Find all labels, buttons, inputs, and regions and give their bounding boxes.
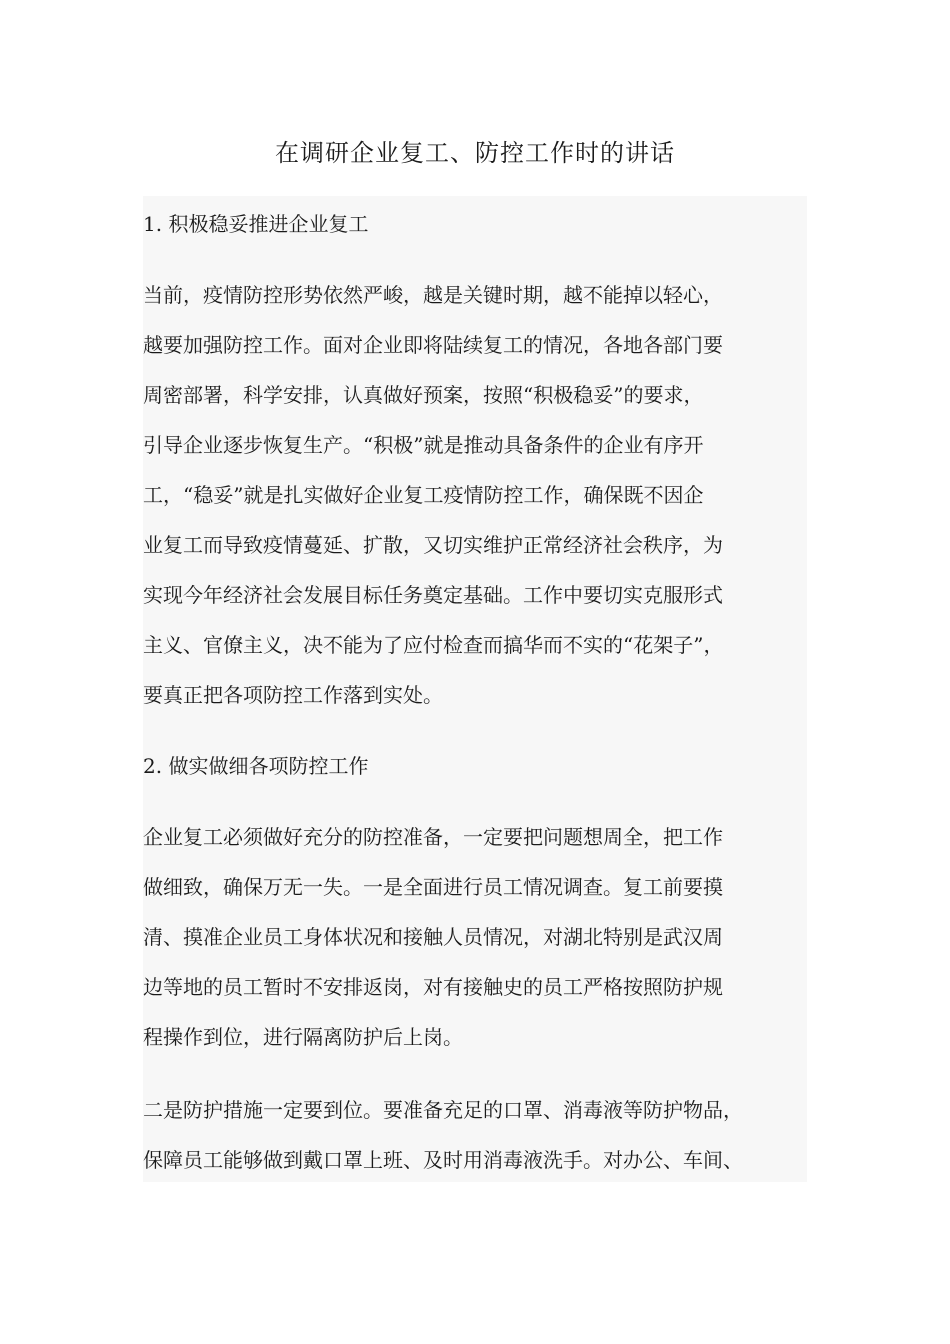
paragraph-line: 引导企业逐步恢复生产。“积极”就是推动具备条件的企业有序开 <box>143 433 704 457</box>
paragraph-line: 要真正把各项防控工作落到实处。 <box>143 683 443 707</box>
paragraph-line: 越要加强防控工作。面对企业即将陆续复工的情况，各地各部门要 <box>143 333 723 357</box>
paragraph-line: 主义、官僚主义，决不能为了应付检查而搞华而不实的“花架子”， <box>143 633 724 657</box>
section-2-paragraph-2 <box>143 1085 807 1182</box>
paragraph-line: 周密部署，科学安排，认真做好预案，按照“积极稳妥”的要求， <box>143 383 704 407</box>
section-1-paragraph <box>143 270 807 720</box>
paragraph-line: 当前，疫情防控形势依然严峻，越是关键时期，越不能掉以轻心， <box>143 283 723 307</box>
paragraph-line: 实现今年经济社会发展目标任务奠定基础。工作中要切实克服形式 <box>143 583 723 607</box>
paragraph-line: 做细致，确保万无一失。一是全面进行员工情况调查。复工前要摸 <box>143 875 723 899</box>
paragraph-line: 企业复工必须做好充分的防控准备，一定要把问题想周全，把工作 <box>143 825 723 849</box>
paragraph-line: 保障员工能够做到戴口罩上班、及时用消毒液洗手。对办公、车间、 <box>143 1148 743 1172</box>
section-2-heading: 2. 做实做细各项防控工作 <box>143 754 369 778</box>
paragraph-line: 程操作到位，进行隔离防护后上岗。 <box>143 1025 463 1049</box>
section-2-paragraph-1 <box>143 812 807 1062</box>
paragraph-line: 工，“稳妥”就是扎实做好企业复工疫情防控工作，确保既不因企 <box>143 483 704 507</box>
section-1-heading: 1. 积极稳妥推进企业复工 <box>143 212 369 236</box>
paragraph-line: 清、摸准企业员工身体状况和接触人员情况，对湖北特别是武汉周 <box>143 925 723 949</box>
document-body <box>143 196 807 1182</box>
paragraph-line: 业复工而导致疫情蔓延、扩散，又切实维护正常经济社会秩序，为 <box>143 533 723 557</box>
paragraph-line: 二是防护措施一定要到位。要准备充足的口罩、消毒液等防护物品， <box>143 1098 743 1122</box>
document-title: 在调研企业复工、防控工作时的讲话 <box>275 139 675 167</box>
paragraph-line: 边等地的员工暂时不安排返岗，对有接触史的员工严格按照防护规 <box>143 975 723 999</box>
